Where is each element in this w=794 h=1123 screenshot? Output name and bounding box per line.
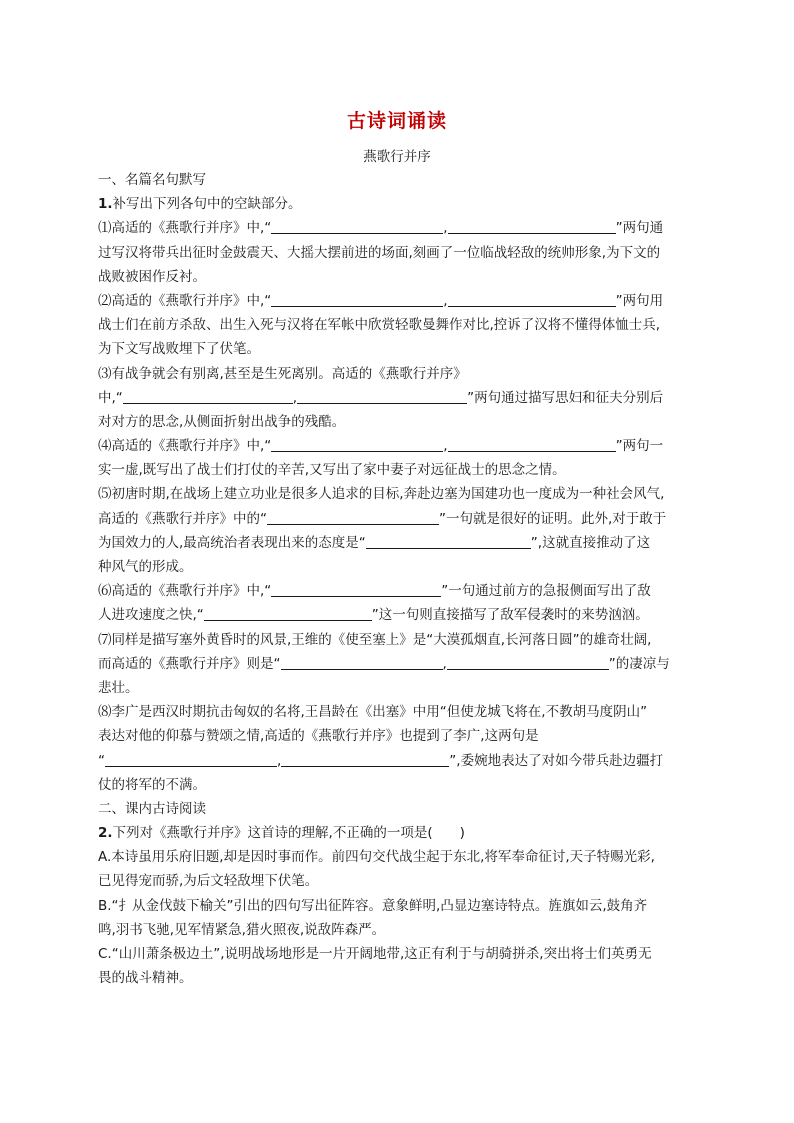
item-text: , [443,292,448,309]
q1-item5-line [98,507,698,531]
worksheet-content [98,168,698,990]
q1-item8-line: 表达对他的仰慕与赞颂之情,高适的《燕歌行并序》也提到了李广,这两句是 [98,728,539,745]
answer-blank[interactable] [271,291,443,307]
answer-blank[interactable] [123,388,293,404]
answer-blank[interactable] [447,654,609,670]
option-c-cont: 畏的战斗精神。 [98,970,193,987]
q1-item1-line: 过写汉将带兵出征时金鼓震天、大摇大摆前进的场面,刻画了一位临战轻敌的统帅形象,为下文的 [98,244,661,261]
q1-item7-line [98,652,698,676]
answer-blank[interactable] [448,291,616,307]
item-text: ⑷高适的《燕歌行并序》中,“ [98,438,272,455]
item-text: ”一句就是很好的证明。此外,对于敢于 [439,510,667,527]
item-text: , [292,389,298,406]
answer-blank[interactable] [281,654,443,670]
item-text: ⑹高适的《燕歌行并序》中,“ [98,583,272,600]
answer-blank[interactable] [271,436,443,452]
item-text: ”一句通过前方的急报侧面写出了敌 [441,583,651,600]
question-text: 下列对《燕歌行并序》这首诗的理解,不正确的一项是( ) [112,825,465,842]
q1-item4-line: 实一虚,既写出了战士们打仗的辛苦,又写出了家中妻子对远征战士的思念之情。 [98,462,566,479]
question-number: 1. [98,196,113,213]
q1-item5-line: ⑸初唐时期,在战场上建立功业是很多人追求的目标,奔赴边塞为国建功也一度成为一种社会风气, [98,486,665,503]
answer-blank[interactable] [105,751,277,767]
answer-blank[interactable] [271,218,443,234]
q1-item3-line: 对对方的思念,从侧面折射出战争的残酷。 [98,413,346,430]
q1-item1-line [98,216,698,240]
item-text: ”,这就直接推动了这 [530,534,651,551]
q1-item7-line: ⑺同样是描写塞外黄昏时的风景,王维的《使至塞上》是“大漠孤烟直,长河落日圆”的雄奇壮阔, [98,631,652,648]
item-text: ”这一句则直接描写了敌军侵袭时的来势汹汹。 [371,607,649,624]
q1-item6-line [98,603,698,627]
option-a: A.本诗虽用乐府旧题,却是因时事而作。前四句交代战尘起于东北,将军奉命征讨,天子特赐光彩, [98,849,655,866]
question-1-stem [98,192,698,216]
item-text: 人进攻速度之快,“ [98,607,204,624]
q1-item2-line: 战士们在前方杀敌、出生入死与汉将在军帐中欣赏轻歌曼舞作对比,控诉了汉将不懂得体恤士兵, [98,317,661,334]
item-text: ”两句通过描写思妇和征夫分别后 [467,389,664,406]
q1-item2-line: 为下文写战败埋下了伏笔。 [98,341,260,358]
answer-blank[interactable] [267,509,439,525]
item-text: “ [98,752,105,769]
item-text: 为国效力的人,最高统治者表现出来的态度是“ [98,534,366,551]
q1-item5-line: 种风气的形成。 [98,559,193,575]
item-text: ”,委婉地表达了对如今带兵赴边疆打 [449,752,664,769]
item-text: ”两句用 [615,292,664,309]
q1-item1-line: 战败被困作反衬。 [98,268,206,285]
poem-subtitle: 燕歌行并序 [363,149,431,165]
item-text: , [442,655,447,672]
q1-item2-line [98,289,698,313]
item-text: ⑵高适的《燕歌行并序》中,“ [98,292,272,309]
question-text: 补写出下列各句中的空缺部分。 [112,196,302,213]
answer-blank[interactable] [448,436,616,452]
answer-blank[interactable] [204,605,372,621]
answer-blank[interactable] [297,388,467,404]
q1-item7-line: 悲壮。 [98,679,139,696]
q1-item3-line [98,386,698,410]
page-title: 古诗词诵读 [346,110,447,132]
q1-item6-line [98,579,698,603]
question-number: 2. [98,825,113,842]
q1-item4-line [98,434,698,458]
item-text: 而高适的《燕歌行并序》则是“ [98,655,281,672]
question-2-stem [98,821,698,845]
q1-item3-line: ⑶有战争就会有别离,甚至是生死离别。高适的《燕歌行并序》 [98,365,467,382]
q1-item8-line: ⑻李广是西汉时期抗击匈奴的名将,王昌龄在《出塞》中用“但使龙城飞将在,不教胡马度阴山” [98,704,648,721]
q1-item5-line [98,531,698,555]
answer-blank[interactable] [281,751,449,767]
item-text: , [443,220,448,237]
q1-item8-line: 仗的将军的不满。 [98,776,206,793]
option-b: B.“扌从金伐鼓下榆关”引出的四句写出征阵容。意象鲜明,凸显边塞诗特点。旌旗如云,鼓角齐 [98,897,648,914]
q1-item8-line [98,749,698,773]
option-c: C.“山川萧条极边土”,说明战场地形是一片开阔地带,这正有利于与胡骑拼杀,突出将士们英勇无 [98,946,652,962]
answer-blank[interactable] [448,218,616,234]
item-text: , [443,438,448,455]
item-text: ⑴高适的《燕歌行并序》中,“ [98,220,272,237]
item-text: ”的凄凉与 [608,655,670,672]
answer-blank[interactable] [366,533,531,549]
section-heading-1: 一、名篇名句默写 [98,172,206,188]
option-b-cont: 鸣,羽书飞驰,见军情紧急,猎火照夜,说敌阵森严。 [98,921,386,938]
item-text: ”两句通 [615,220,664,237]
item-text: 高适的《燕歌行并序》中的“ [98,510,267,527]
section-heading-2: 二、课内古诗阅读 [98,800,206,817]
item-text: , [277,752,282,769]
option-a-cont: 已见得宠而骄,为后文轻敌埋下伏笔。 [98,873,319,890]
answer-blank[interactable] [271,581,441,597]
item-text: ”两句一 [615,438,664,455]
item-text: 中,“ [98,389,123,406]
